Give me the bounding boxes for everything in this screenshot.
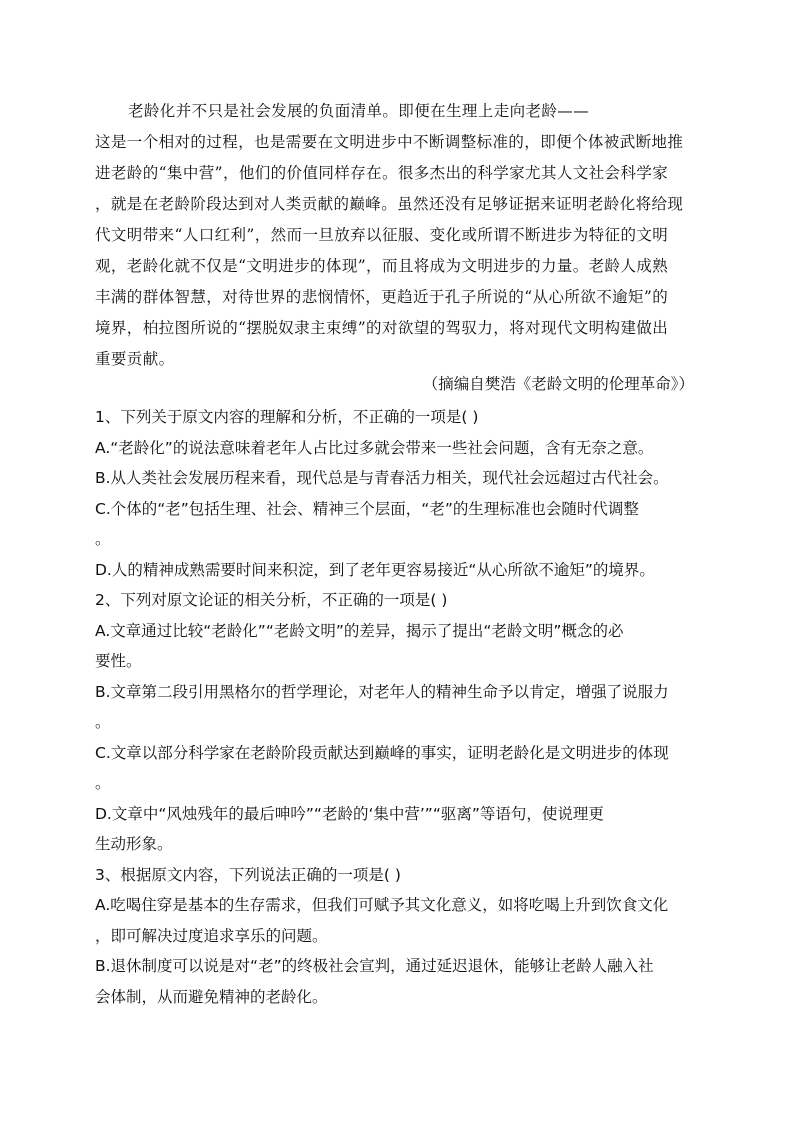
passage-line: 观，老龄化就不仅是“文明进步的体现”，而且将成为文明进步的力量。老龄人成熟: [95, 257, 669, 275]
question-2-option-c-cont: 。: [95, 774, 111, 792]
question-2-option-d-cont: 生动形象。: [95, 835, 173, 853]
passage-line: 老龄化并不只是社会发展的负面清单。即便在生理上走向老龄——: [128, 102, 590, 120]
question-1-option-b: B.从人类社会发展历程来看，现代总是与青春活力相关，现代社会远超过古代社会。: [95, 469, 669, 487]
question-3-option-b: B.退休制度可以说是对“老”的终极社会宣判，通过延迟退休，能够让老龄人融入社: [95, 957, 654, 975]
passage-line: ，就是在老龄阶段达到对人类贡献的巅峰。虽然还没有足够证据来证明老龄化将给现: [95, 195, 684, 213]
question-1-option-c-cont: 。: [95, 530, 111, 548]
question-1-option-c: C.个体的“老”包括生理、社会、精神三个层面，“老”的生理标准也会随时代调整: [95, 499, 639, 518]
question-2-option-d: D.文章中“风烛残年的最后呻吟”“老龄的‘集中营’”“驱离”等语句，使说理更: [95, 804, 604, 823]
passage-line: 这是一个相对的过程，也是需要在文明进步中不断调整标准的，即便个体被武断地推: [95, 133, 684, 151]
passage-line: 境界，柏拉图所说的“摆脱奴隶主束缚”的对欲望的驾驭力，将对现代文明构建做出: [95, 319, 669, 337]
passage-line: 丰满的群体智慧，对待世界的悲悯情怀，更趋近于孔子所说的“从心所欲不逾矩”的: [95, 288, 669, 306]
question-2-option-c: C.文章以部分科学家在老龄阶段贡献达到巅峰的事实，证明老龄化是文明进步的体现: [95, 743, 669, 762]
passage-line: 重要贡献。: [95, 350, 175, 368]
question-2-option-a-cont: 要性。: [95, 652, 142, 670]
question-3-option-a: A.吃喝住穿是基本的生存需求，但我们可赋予其文化意义，如将吃喝上升到饮食文化: [95, 896, 669, 914]
passage-paragraph: [95, 96, 699, 375]
passage-source: （摘编自樊浩《老龄文明的伦理革命》）: [422, 375, 694, 393]
questions-section: [95, 402, 699, 1012]
question-2-stem: 2、下列对原文论证的相关分析，不正确的一项是( ): [95, 591, 448, 609]
question-3-stem: 3、根据原文内容，下列说法正确的一项是( ): [95, 865, 401, 884]
question-3-option-a-cont: ，即可解决过度追求享乐的问题。: [95, 926, 328, 945]
question-1-option-a: A.“老龄化”的说法意味着老年人占比过多就会带来一些社会问题，含有无奈之意。: [95, 438, 654, 457]
passage-line: 进老龄的“集中营”，他们的价值同样存在。很多杰出的科学家尤其人文社会科学家: [95, 164, 669, 182]
question-1-stem: 1、下列关于原文内容的理解和分析，不正确的一项是( ): [95, 408, 479, 426]
passage-line: 代文明带来“人口红利”，然而一旦放弃以征服、变化或所谓不断进步为特征的文明: [95, 226, 669, 244]
question-2-option-b-cont: 。: [95, 713, 111, 731]
question-3-option-b-cont: 会体制，从而避免精神的老龄化。: [95, 987, 328, 1006]
question-1-option-d: D.人的精神成熟需要时间来积淀，到了老年更容易接近“从心所欲不逾矩”的境界。: [95, 560, 655, 579]
question-2-option-b: B.文章第二段引用黑格尔的哲学理论，对老年人的精神生命予以肯定，增强了说服力: [95, 682, 669, 701]
question-2-option-a: A.文章通过比较“老龄化”“老龄文明”的差异，揭示了提出“老龄文明”概念的必: [95, 621, 624, 640]
